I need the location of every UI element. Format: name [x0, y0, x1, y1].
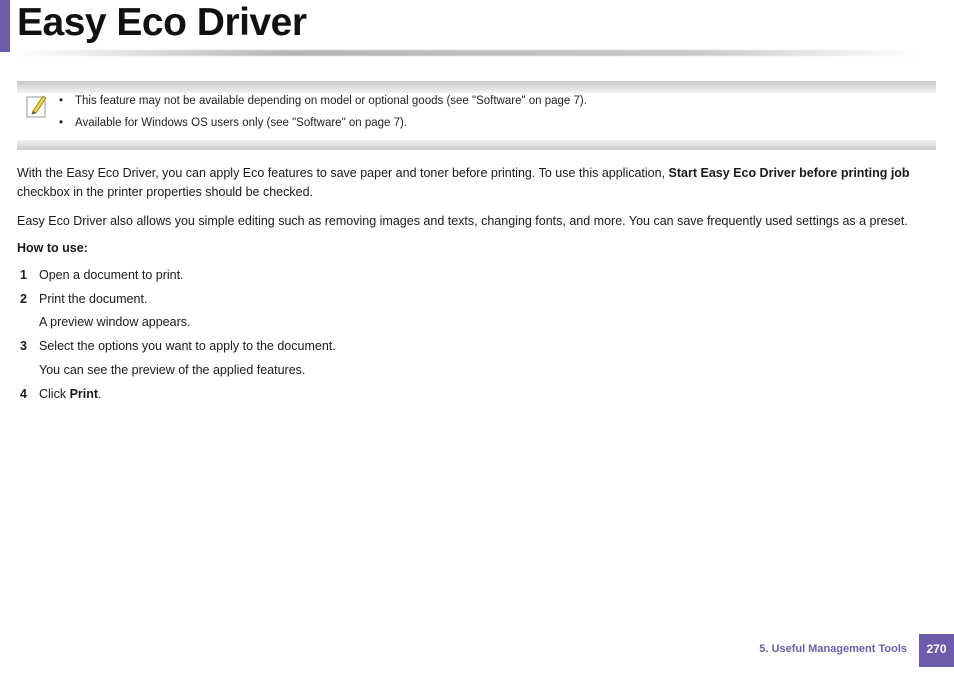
step-3: 3 Select the options you want to apply to the document. — [20, 339, 336, 353]
description-paragraph: Easy Eco Driver also allows you simple editing such as removing images and texts, changing fonts, and more. You can save frequently used settings as a preset. — [17, 214, 908, 228]
note-bottom-bar — [17, 140, 936, 150]
step-1: 1 Open a document to print. — [20, 268, 184, 282]
note-box — [17, 81, 936, 150]
note-pencil-icon — [25, 93, 49, 119]
page-title: Easy Eco Driver — [17, 1, 307, 44]
step-2-note: A preview window appears. — [39, 315, 191, 329]
step-4: 4 Click Print. — [20, 387, 102, 401]
step-2: 2 Print the document. — [20, 292, 148, 306]
title-divider — [17, 50, 917, 56]
step-3-note: You can see the preview of the applied features. — [39, 363, 306, 377]
chapter-tab-marker — [0, 0, 10, 52]
intro-paragraph: With the Easy Eco Driver, you can apply Eco features to save paper and toner before printing. To use this application, Start Easy Eco Driver before printing job checkbox in the printer properties should be checked. — [17, 166, 910, 199]
note-list — [59, 93, 587, 137]
page-number: 270 — [919, 634, 954, 667]
note-top-bar — [17, 81, 936, 93]
note-item: • Available for Windows OS users only (see "Software" on page 7). — [59, 117, 408, 129]
note-item: • This feature may not be available depending on model or optional goods (see "Software" on page 7). — [59, 95, 587, 107]
how-to-heading: How to use: — [17, 241, 88, 255]
footer-section-label: 5. Useful Management Tools — [759, 643, 907, 655]
